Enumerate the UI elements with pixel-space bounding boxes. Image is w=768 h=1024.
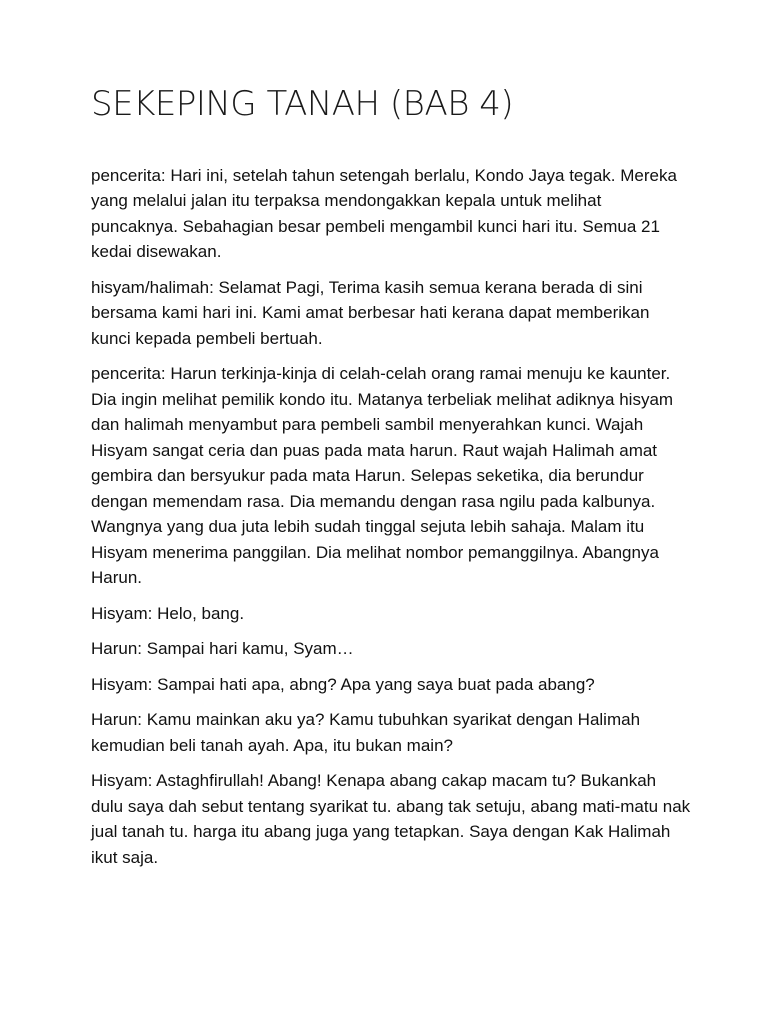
paragraph-harun-mainkan: Harun: Kamu mainkan aku ya? Kamu tubuhkan syarikat dengan Halimah kemudian beli tanah ayah. Apa, itu bukan main? (91, 710, 641, 755)
paragraph-hisyam-sampai-hati: Hisyam: Sampai hati apa, abng? Apa yang saya buat pada abang? (91, 674, 595, 694)
document-page (91, 84, 691, 880)
paragraph-hisyam-halimah-greeting: hisyam/halimah: Selamat Pagi, Terima kasih semua kerana berada di sini bersama kami hari ini. Kami amat berbesar hati kerana dapat memberikan kunci kepada pembeli bertuah. (91, 277, 650, 348)
paragraph-hisyam-astaghfirullah: Hisyam: Astaghfirullah! Abang! Kenapa abang cakap macam tu? Bukankah dulu saya dah sebut tentang syarikat tu. abang tak setuju, abang mati-matu nak jual tanah tu. harga itu abang juga yang tetapkan. Saya dengan Kak Halimah ikut saja. (91, 771, 691, 867)
paragraph-narrator-2: pencerita: Harun terkinja-kinja di celah-celah orang ramai menuju ke kaunter. Dia ingin melihat pemilik kondo itu. Matanya terbeliak melihat adiknya hisyam dan halimah menyambut para pembeli sambil menyerahkan kunci. Wajah Hisyam sangat ceria dan puas pada mata harun. Raut wajah Halimah amat gembira dan bersyukur pada mata Harun. Selepas seketika, dia berundur dengan memendam rasa. Dia memandu dengan rasa ngilu pada kalbunya. Wangnya yang dua juta lebih sudah tinggal sejuta lebih sahaja. Malam itu Hisyam menerima panggilan. Dia melihat nombor pemanggilnya. Abangnya Harun. (91, 364, 674, 588)
paragraph-hisyam-helo: Hisyam: Helo, bang. (91, 603, 245, 623)
document-title: SEKEPING TANAH (BAB 4) (91, 84, 514, 124)
paragraph-narrator-1: pencerita: Hari ini, setelah tahun setengah berlalu, Kondo Jaya tegak. Mereka yang melalui jalan itu terpaksa mendongakkan kepala untuk melihat puncaknya. Sebahagian besar pembeli mengambil kunci hari itu. Semua 21 kedai disewakan. (91, 165, 677, 262)
paragraph-harun-sampai-hari: Harun: Sampai hari kamu, Syam… (91, 639, 354, 659)
